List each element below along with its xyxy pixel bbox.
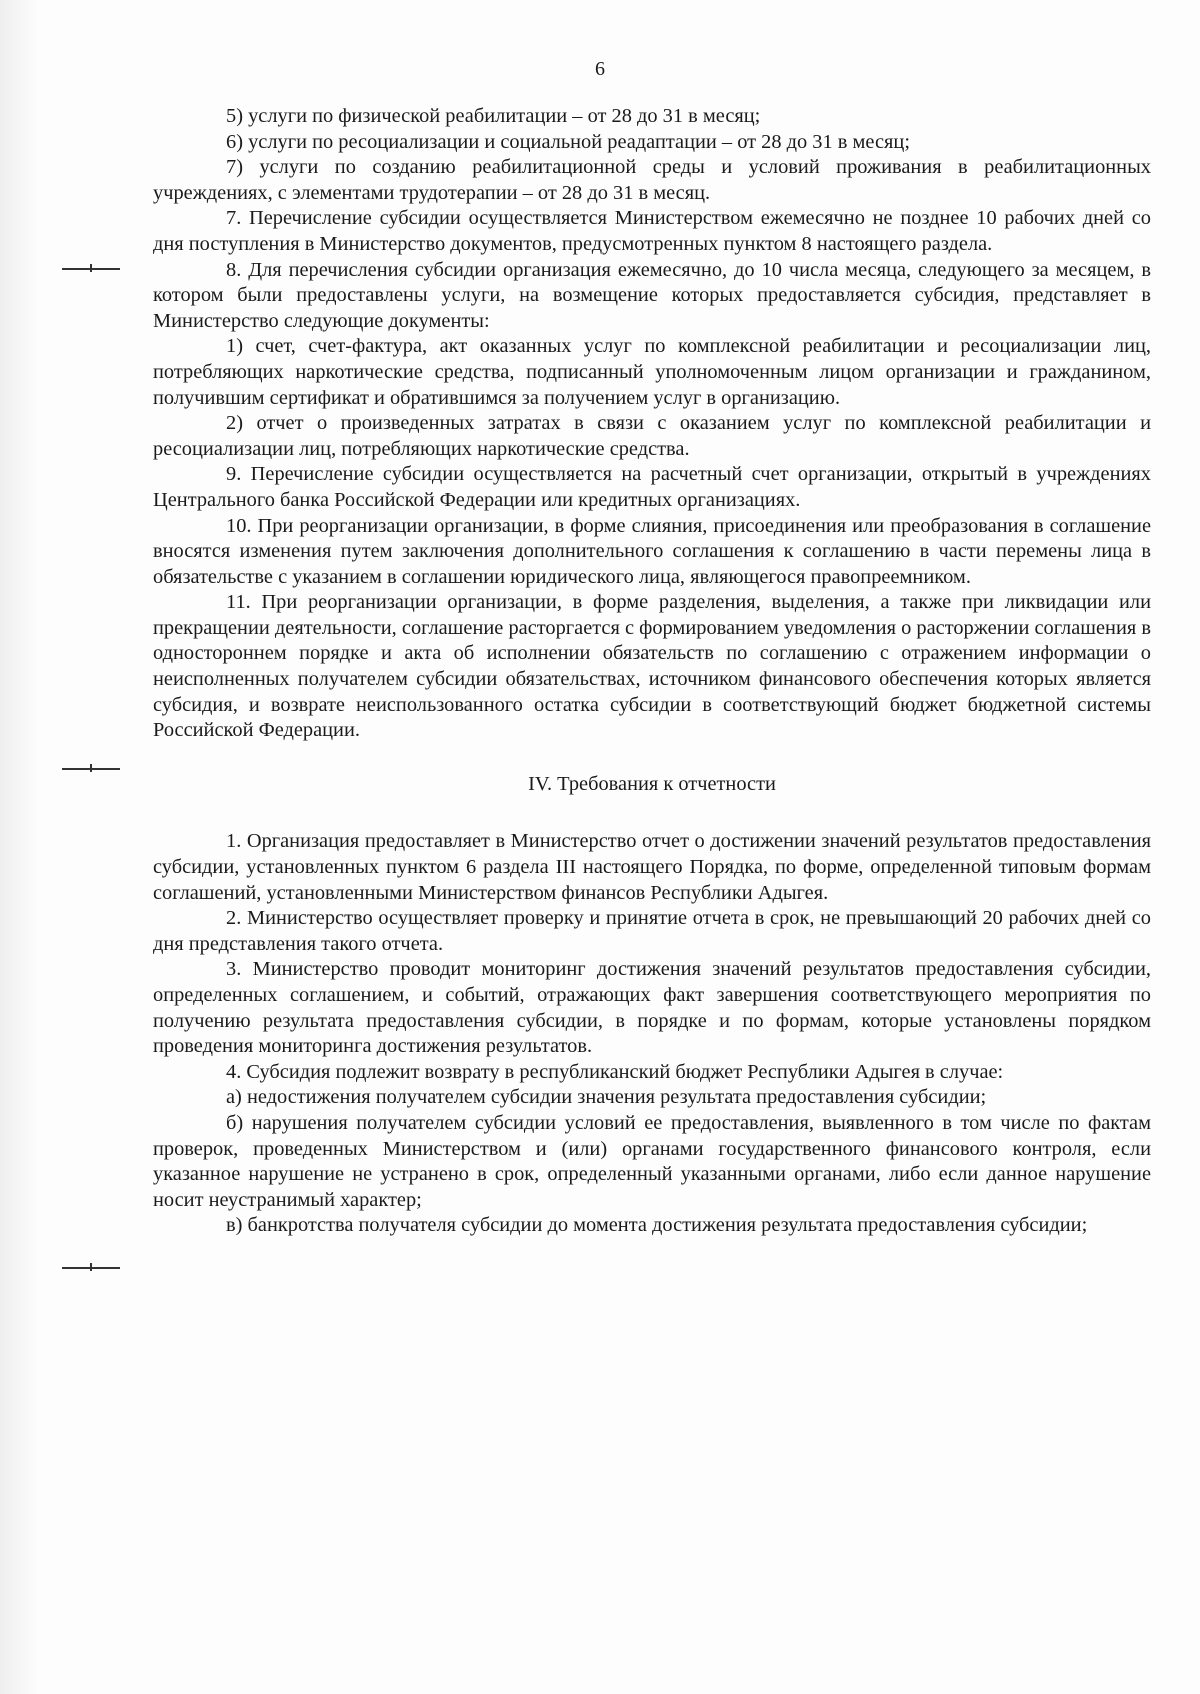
paragraph: в) банкротства получателя субсидии до момента достижения результата предоставления субсидии; xyxy=(226,1214,1088,1237)
paragraph: 2) отчет о произведенных затратах в связи с оказанием услуг по комплексной реабилитации и ресоциализации лиц, потребляющих наркотические средства. xyxy=(153,412,1151,460)
page-number: 6 xyxy=(595,58,605,80)
paragraph: 8. Для перечисления субсидии организация ежемесячно, до 10 числа месяца, следующего за месяцем, в котором были предоставлены услуги, на возмещение которых предоставляется субсидия, представляет в Министерство следующие документы: xyxy=(153,258,1151,332)
paragraph: 7) услуги по созданию реабилитационной среды и условий проживания в реабилитационных учреждениях, с элементами трудотерапии – от 28 до 31 в месяц. xyxy=(153,156,1151,204)
paragraph: 3. Министерство проводит мониторинг достижения значений результатов предоставления субсидии, определенных соглашением, и событий, отражающих факт завершения соответствующего мероприятия по получению результата предоставления субсидии, в порядке и по формам, которые установлены порядком проведения мониторинга достижения результатов. xyxy=(153,958,1151,1058)
paragraph: 11. При реорганизации организации, в форме разделения, выделения, а также при ликвидации или прекращении деятельности, соглашение расторгается с формированием уведомления о расторжении соглашения в одностороннем порядке и акта об исполнении обязательств по соглашению с отражением информации о неисполненных получателем субсидии обязательствах, источником финансового обеспечения которых является субсидия, и возврате неиспользованного остатка субсидии в соответствующий бюджет бюджетной системы Российской Федерации. xyxy=(153,591,1151,742)
scan-edge-shadow xyxy=(0,0,40,1694)
section-heading: IV. Требования к отчетности xyxy=(528,772,776,795)
paragraph: 4. Субсидия подлежит возврату в республиканский бюджет Республики Адыгея в случае: xyxy=(226,1060,1004,1083)
paragraph: 2. Министерство осуществляет проверку и принятие отчета в срок, не превышающий 20 рабочих дней со дня представления такого отчета. xyxy=(153,907,1151,955)
paragraph: 10. При реорганизации организации, в форме слияния, присоединения или преобразования в соглашение вносятся изменения путем заключения дополнительного соглашения к соглашению в части перемены лица в обязательстве с указанием в соглашении юридического лица, являющегося правопреемником. xyxy=(153,514,1151,588)
binding-hole-mark xyxy=(62,268,120,270)
paragraph: 9. Перечисление субсидии осуществляется на расчетный счет организации, открытый в учреждениях Центрального банка Российской Федерации или кредитных организациях. xyxy=(153,463,1151,511)
binding-hole-mark xyxy=(62,1267,120,1269)
paragraph: 1) счет, счет-фактура, акт оказанных услуг по комплексной реабилитации и ресоциализации лиц, потребляющих наркотические средства, подписанный уполномоченным лицом организации и гражданином, получившим сертификат и обратившимся за получением услуг в организацию. xyxy=(153,335,1151,409)
paragraph: а) недостижения получателем субсидии значения результата предоставления субсидии; xyxy=(226,1086,987,1109)
paragraph: б) нарушения получателем субсидии условий ее предоставления, выявленного в том числе по фактам проверок, проведенных Министерством и (или) органами государственного финансового контроля, если указанное нарушение не устранено в срок, определенный указанными органами, либо если данное нарушение носит неустранимый характер; xyxy=(153,1111,1151,1211)
paragraph: 6) услуги по ресоциализации и социальной реадаптации – от 28 до 31 в месяц; xyxy=(226,130,910,153)
binding-hole-mark xyxy=(62,768,120,770)
paragraph: 7. Перечисление субсидии осуществляется Министерством ежемесячно не позднее 10 рабочих дней со дня поступления в Министерство документов, предусмотренных пунктом 8 настоящего раздела. xyxy=(153,207,1151,255)
document-body xyxy=(153,104,1151,1239)
paragraph: 1. Организация предоставляет в Министерство отчет о достижении значений результатов предоставления субсидии, установленных пунктом 6 раздела III настоящего Порядка, по форме, определенной типовым формам соглашений, установленными Министерством финансов Республики Адыгея. xyxy=(153,830,1151,904)
paragraph: 5) услуги по физической реабилитации – от 28 до 31 в месяц; xyxy=(226,105,761,127)
